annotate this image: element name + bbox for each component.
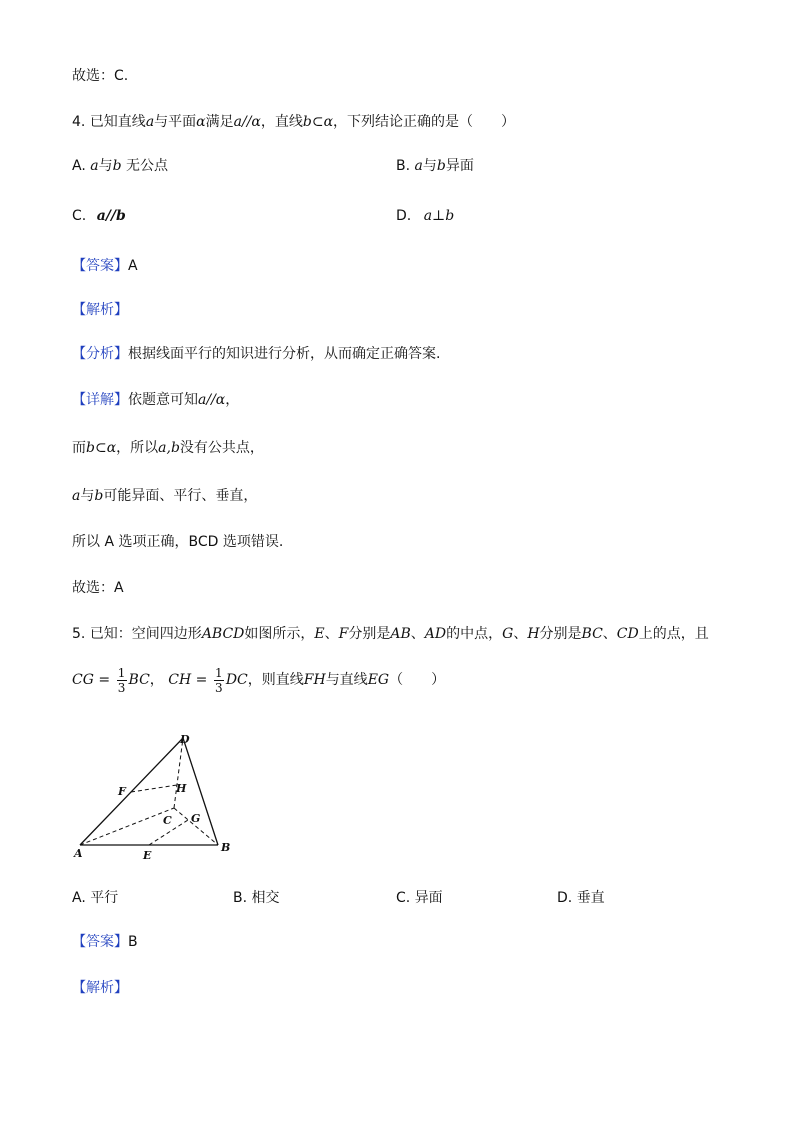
- q5-sep-4: 、: [602, 626, 617, 642]
- q5-cg-eq: CG =: [72, 672, 111, 688]
- label-c: C: [163, 814, 172, 827]
- q5-option-c: [396, 888, 443, 908]
- q5-stem-text-3: 分别是: [348, 626, 391, 642]
- q4-option-b-var-a: a: [414, 158, 423, 174]
- q4-option-c-label: C.: [72, 208, 87, 224]
- prev-conclusion: 故选：C.: [72, 68, 129, 84]
- q5-option-d-label: D.: [557, 890, 573, 906]
- q4-var-b: b: [302, 114, 312, 130]
- q4-stem-text-5: ，下列结论正确的是（ ）: [333, 114, 516, 130]
- q4-option-a-var-a: a: [90, 158, 99, 174]
- q4-number: 4.: [72, 114, 86, 130]
- q5-sep-2: 、: [410, 626, 425, 642]
- q4-stem: [72, 112, 515, 132]
- q5-stem-text-7: ，则直线: [247, 672, 304, 688]
- q4-option-a-label: A.: [72, 158, 86, 174]
- q5-cd: CD: [616, 626, 639, 642]
- q5-analysis-heading: [72, 978, 128, 998]
- segment-fh: [131, 785, 177, 792]
- q4-answer-tag: 【答案】: [72, 258, 128, 274]
- q5-option-d: [557, 888, 605, 908]
- q4-option-d-label: D.: [396, 208, 412, 224]
- q4-option-d-text: a⊥b: [423, 208, 455, 224]
- q5-stem: [72, 624, 709, 644]
- q4-step-2-d: 没有公共点，: [179, 440, 264, 456]
- q5-sep-3: 、: [513, 626, 528, 642]
- q5-option-a-text: 平行: [90, 890, 119, 906]
- q5-var-e: E: [314, 626, 325, 642]
- label-b: B: [221, 841, 231, 854]
- q5-fraction-2-den: 3: [214, 680, 223, 695]
- q4-step-2-b: ，所以: [116, 440, 159, 456]
- edge-cd: [174, 738, 183, 808]
- q5-fraction-1-num: 1: [117, 665, 126, 680]
- q4-var-alpha: α: [196, 114, 206, 130]
- q5-ch-eq: CH =: [168, 672, 208, 688]
- q5-comma: ，: [149, 672, 164, 688]
- q5-stem-text-5: 分别是: [539, 626, 582, 642]
- q5-var-f: F: [338, 626, 349, 642]
- q4-option-b: [396, 156, 474, 176]
- q5-stem-text-4: 的中点，: [446, 626, 503, 642]
- q4-fenxi-tag: 【分析】: [72, 346, 128, 362]
- q4-stem-text-4: ，直线: [260, 114, 303, 130]
- q4-stem-text-1: 已知直线: [89, 114, 146, 130]
- q4-conclusion: 故选：A: [72, 580, 124, 596]
- label-d: D: [180, 733, 190, 746]
- label-a: A: [74, 847, 83, 860]
- label-g: G: [191, 812, 201, 825]
- q5-option-a-label: A.: [72, 890, 86, 906]
- q5-option-b-label: B.: [233, 890, 248, 906]
- q5-option-a: [72, 888, 118, 908]
- q5-dc: DC: [225, 672, 248, 688]
- q4-option-a-tail: 无公点: [126, 158, 169, 174]
- q5-var-g: G: [502, 626, 514, 642]
- q4-option-a: [72, 156, 168, 176]
- q4-step-2-a: 而: [72, 440, 86, 456]
- q5-answer: [72, 932, 138, 952]
- q5-bc: BC: [581, 626, 603, 642]
- q4-step-3-d: 可能异面、平行、垂直，: [103, 488, 258, 504]
- q5-option-c-text: 异面: [414, 890, 443, 906]
- q4-fenxi: [72, 344, 440, 364]
- label-h: H: [176, 782, 187, 795]
- q4-step-2-expr: b⊂α: [86, 440, 117, 456]
- q5-stem-text-1: 已知：空间四边形: [89, 626, 202, 642]
- q5-abcd: ABCD: [201, 626, 245, 642]
- q4-option-a-var-b: b: [112, 158, 122, 174]
- q4-var-a: a: [145, 114, 155, 130]
- q5-option-b-text: 相交: [251, 890, 280, 906]
- q4-answer-value: A: [128, 258, 138, 274]
- q4-step-3: [72, 486, 257, 506]
- q5-stem-text-2: 如图所示，: [244, 626, 315, 642]
- q5-sep-1: 、: [324, 626, 339, 642]
- q4-xiangjie-expr: a//α: [198, 392, 226, 408]
- q4-option-d: [396, 206, 457, 226]
- q4-option-a-text: 与: [98, 158, 113, 174]
- q5-fraction-2: [214, 666, 224, 695]
- edge-ac: [80, 808, 174, 845]
- q4-step-3-a: a: [72, 488, 81, 504]
- q4-step-3-b: 与: [80, 488, 95, 504]
- q4-option-c-text: a//b: [96, 208, 126, 224]
- q4-option-c: [72, 206, 126, 226]
- label-e: E: [143, 849, 152, 860]
- q4-option-b-text: 与: [422, 158, 437, 174]
- q5-ab: AB: [390, 626, 411, 642]
- q5-ad: AD: [424, 626, 447, 642]
- q4-xiangjie: [72, 390, 239, 410]
- edge-bd: [183, 738, 218, 845]
- q4-step-3-c: b: [94, 488, 104, 504]
- q5-answer-value: B: [128, 934, 138, 950]
- q5-analysis-tag: 【解析】: [72, 980, 128, 996]
- q4-option-b-tail: 异面: [445, 158, 474, 174]
- q4-condition: a//α: [233, 114, 261, 130]
- q4-option-b-var-b: b: [436, 158, 446, 174]
- q4-condition-2: ⊂α: [311, 114, 334, 130]
- q5-option-d-text: 垂直: [576, 890, 605, 906]
- q5-var-h: H: [527, 626, 540, 642]
- q5-bc-2: BC: [128, 672, 150, 688]
- q5-stem-text-6: 上的点，且: [638, 626, 709, 642]
- q5-eg: EG: [367, 672, 390, 688]
- q4-xiangjie-text: 依题意可知: [128, 392, 198, 408]
- q5-option-b: [233, 888, 280, 908]
- q4-stem-text-3: 满足: [205, 114, 234, 130]
- q4-option-b-label: B.: [396, 158, 411, 174]
- q5-fraction-1-den: 3: [117, 680, 126, 695]
- q4-answer: [72, 256, 138, 276]
- q5-fraction-2-num: 1: [214, 665, 223, 680]
- q5-stem-text-9: （ ）: [389, 672, 446, 688]
- q4-stem-text-2: 与平面: [154, 114, 197, 130]
- q5-fh: FH: [303, 672, 326, 688]
- q4-xiangjie-end: ，: [225, 392, 240, 408]
- q4-xiangjie-tag: 【详解】: [72, 392, 128, 408]
- q4-fenxi-text: 根据线面平行的知识进行分析，从而确定正确答案.: [128, 346, 441, 362]
- q5-stem-text-8: 与直线: [325, 672, 368, 688]
- q5-number: 5.: [72, 626, 86, 642]
- tetrahedron-figure: [70, 728, 240, 860]
- label-f: F: [118, 785, 126, 798]
- q5-answer-tag: 【答案】: [72, 934, 128, 950]
- q5-stem-line-2: [72, 664, 445, 696]
- q4-analysis-heading: [72, 300, 128, 320]
- q4-step-2: [72, 438, 264, 458]
- q4-step-4: 所以 A 选项正确，BCD 选项错误.: [72, 534, 284, 550]
- q5-option-c-label: C.: [396, 890, 411, 906]
- q4-step-2-c: a,b: [158, 440, 180, 456]
- q5-fraction-1: [117, 666, 127, 695]
- q4-analysis-tag: 【解析】: [72, 302, 128, 318]
